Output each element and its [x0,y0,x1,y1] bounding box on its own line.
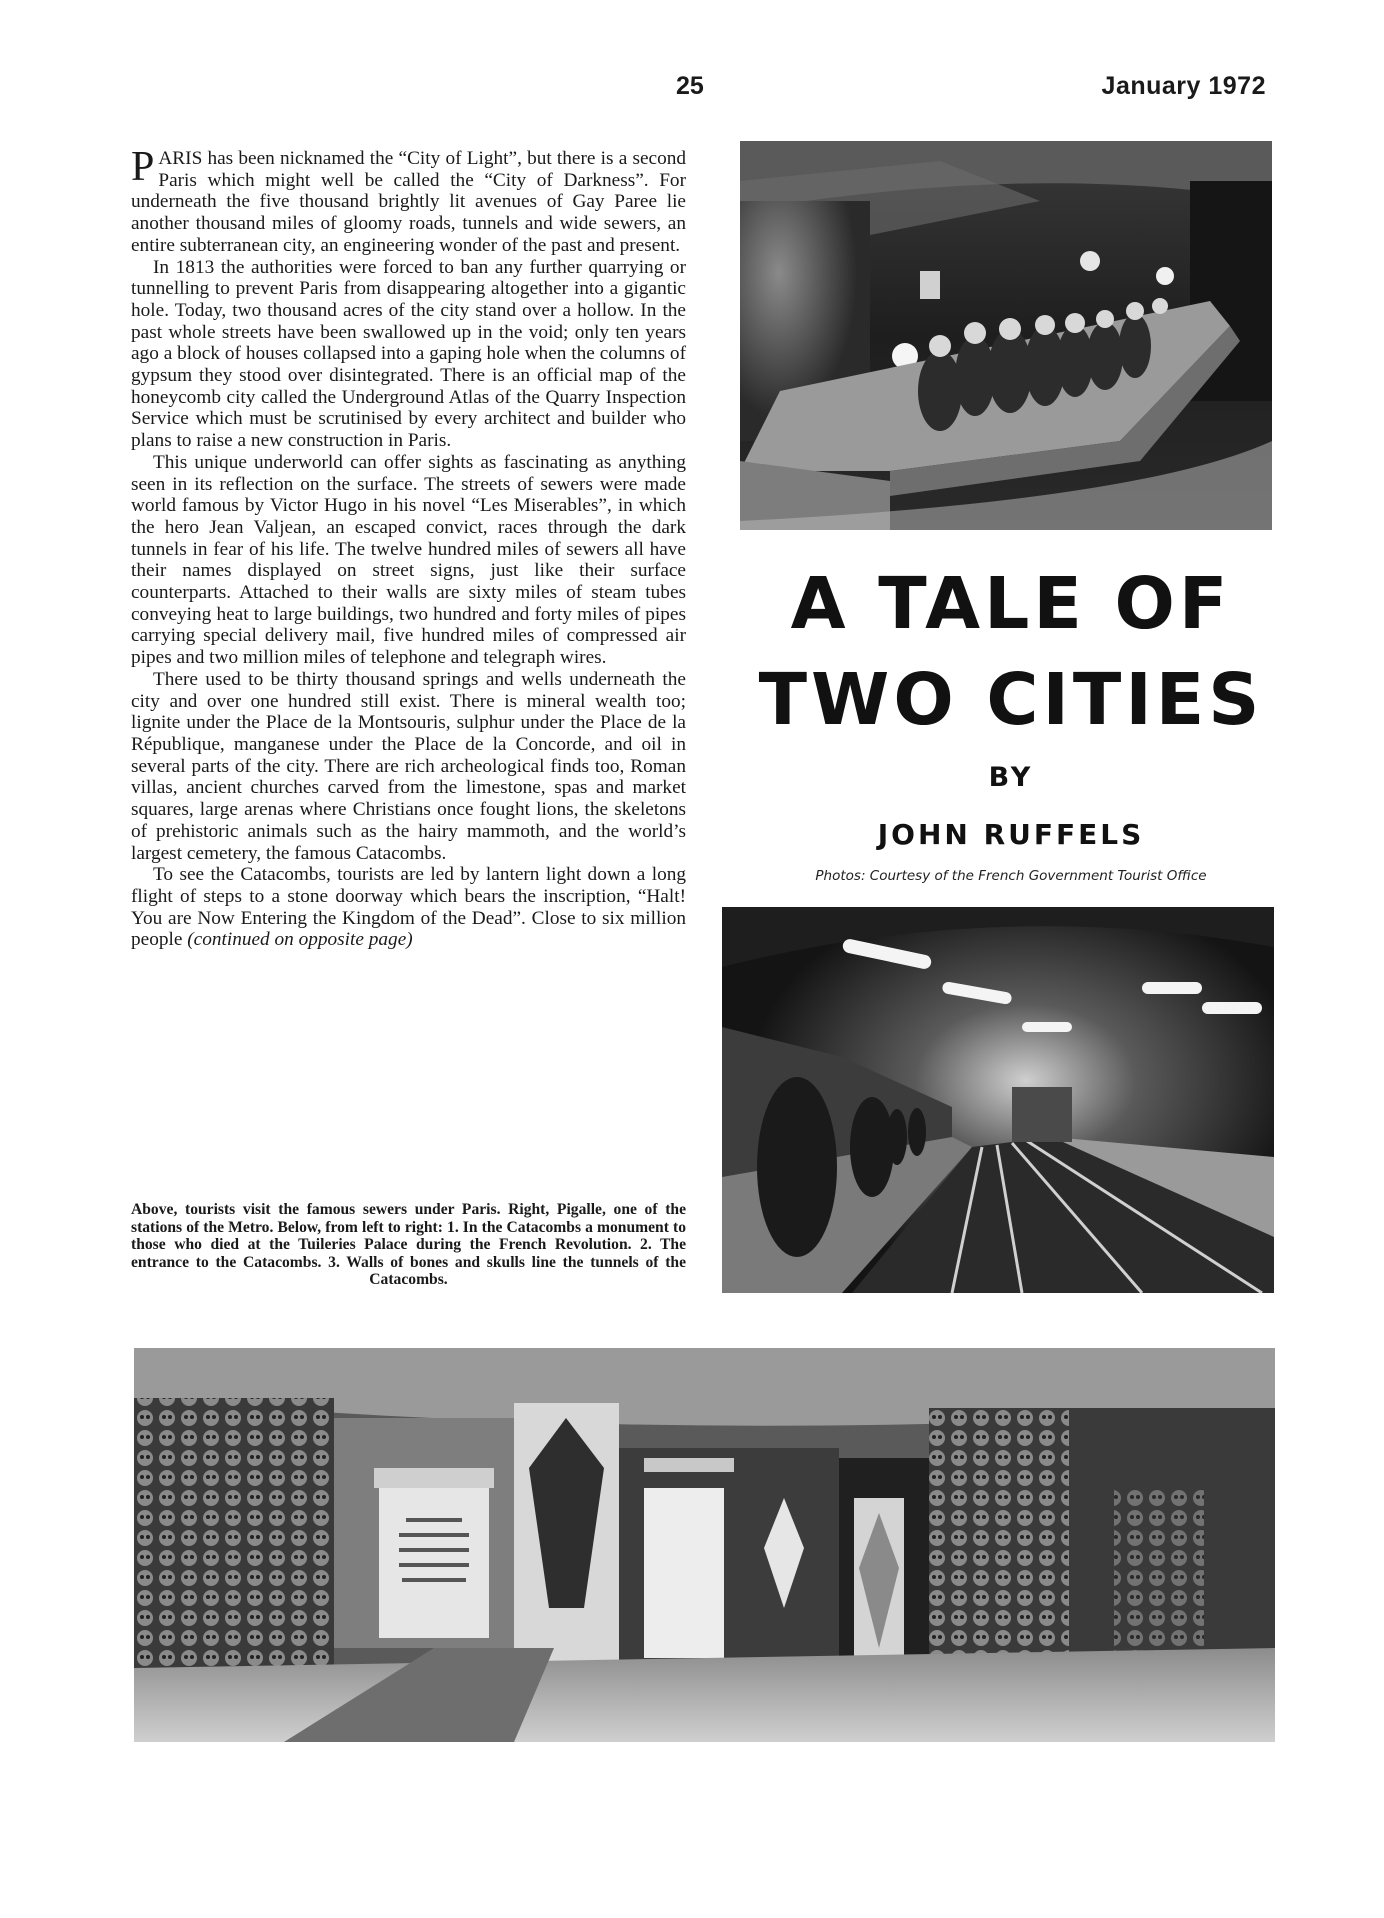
headline-line-2: TWO CITIES [758,658,1264,741]
sewer-boat-photo [740,141,1272,530]
article-paragraph: There used to be thirty thousand springs and wells underneath the city and over one hundred still exist. There is mineral wealth too; lignite under the Place de la Montsouris, sulphur under the Place de la République, manganese under the Place de la Concorde, and oil in several parts of the city. There are rich archeological finds too, Roman villas, ancient churches carved from the limestone, spas and market squares, large arenas where Christians once fought lions, the skeletons of prehistoric animals such as the hairy mammoth, and the world’s largest cemetery, the famous Catacombs. [131,668,686,864]
issue-date: January 1972 [1101,72,1266,100]
article-paragraph: This unique underworld can offer sights as fascinating as anything seen in its reflection on the surface. The streets of sewers were made world famous by Victor Hugo in his novel “Les Miserables”, in which the hero Jean Valjean, an escaped convict, races through the dark tunnels in fear of his life. The twelve hundred miles of sewers all have their names displayed on street signs, just like their surface counterparts. Attached to their walls are sixty miles of steam tubes conveying heat to large buildings, two hundred and forty miles of pipes carrying special delivery mail, five hundred miles of compressed air pipes and two million miles of telephone and telegraph wires. [131,451,686,669]
continued-note: (continued on opposite page) [187,929,413,951]
headline-line-1: A TALE OF [790,562,1232,645]
page-number: 25 [676,72,704,100]
article-body [131,144,686,951]
byline-by: BY [988,762,1034,793]
metro-station-photo [722,907,1274,1293]
drop-cap: P [131,144,155,190]
photo-caption: Above, tourists visit the famous sewers under Paris. Right, Pigalle, one of the stations of the Metro. Below, from left to right: 1. In the Catacombs a monument to those who died at the Tuileries Palace during the French Revolution. 2. The entrance to the Catacombs. 3. Walls of bones and skulls line the tunnels of the Catacombs. [131,1201,686,1288]
photo-credit: Photos: Courtesy of the French Government Tourist Office [815,868,1207,884]
catacombs-panorama-photo [134,1348,1275,1742]
article-paragraph: To see the Catacombs, tourists are led by lantern light down a long flight of steps to a stone doorway which bears the inscription, “Halt! You are Now Entering the Kingdom of the Dead”. Close to six million people (continued on opposite page) [131,864,686,951]
article-paragraph: PARIS has been nicknamed the “City of Light”, but there is a second Paris which might well be called the “City of Darkness”. For underneath the five thousand brightly lit avenues of Gay Paree lie another thousand miles of gloomy roads, tunnels and wide sewers, an entire subterranean city, an engineering wonder of the past and present. [131,144,686,256]
article-paragraph: In 1813 the authorities were forced to ban any further quarrying or tunnelling to prevent Paris from disappearing altogether into a gigantic hole. Today, two thousand acres of the city stand over a hollow. In the past whole streets have been swallowed up in the void; only ten years ago a block of houses collapsed into a gaping hole when the columns of gypsum they stood over disintegrated. There is an official map of the honeycomb city called the Underground Atlas of the Quarry Inspection Service which must be scrutinised by every architect and builder who plans to raise a new construction in Paris. [131,256,686,452]
author-name: JOHN RUFFELS [877,818,1145,851]
